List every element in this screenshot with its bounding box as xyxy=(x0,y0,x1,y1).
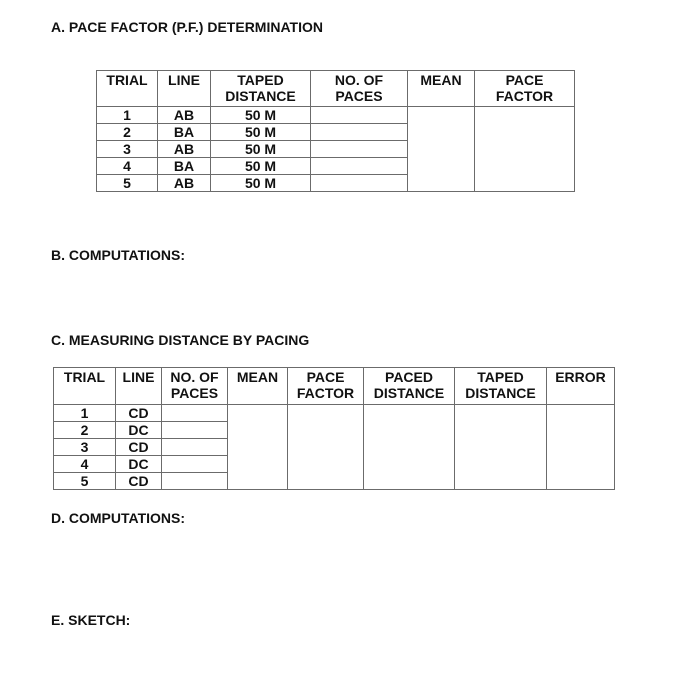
header-pace-factor: PACE FACTOR xyxy=(475,71,575,107)
cell-line: DC xyxy=(116,422,162,439)
table-row xyxy=(97,107,575,124)
header-mean: MEAN xyxy=(228,368,288,405)
cell-pace-factor[interactable] xyxy=(288,405,364,490)
cell-no-of-paces[interactable] xyxy=(162,456,228,473)
pace-factor-table xyxy=(96,70,575,192)
cell-trial: 4 xyxy=(97,158,158,175)
cell-trial: 4 xyxy=(54,456,116,473)
cell-trial: 3 xyxy=(97,141,158,158)
cell-no-of-paces[interactable] xyxy=(311,107,408,124)
cell-line: CD xyxy=(116,405,162,422)
header-line: LINE xyxy=(116,368,162,405)
section-e-heading: E. SKETCH: xyxy=(51,612,131,628)
cell-line: BA xyxy=(158,124,211,141)
cell-trial: 1 xyxy=(54,405,116,422)
header-pace-factor: PACE FACTOR xyxy=(288,368,364,405)
cell-no-of-paces[interactable] xyxy=(162,439,228,456)
cell-no-of-paces[interactable] xyxy=(311,141,408,158)
cell-line: AB xyxy=(158,141,211,158)
cell-paced-distance[interactable] xyxy=(364,405,455,490)
cell-mean[interactable] xyxy=(408,107,475,192)
cell-line: CD xyxy=(116,473,162,490)
header-trial: TRIAL xyxy=(54,368,116,405)
cell-trial: 1 xyxy=(97,107,158,124)
cell-taped-distance: 50 M xyxy=(211,107,311,124)
header-no-of-paces: NO. OF PACES xyxy=(162,368,228,405)
cell-trial: 5 xyxy=(54,473,116,490)
cell-trial: 2 xyxy=(97,124,158,141)
cell-line: AB xyxy=(158,175,211,192)
cell-taped-distance: 50 M xyxy=(211,158,311,175)
header-paced-distance: PACED DISTANCE xyxy=(364,368,455,405)
cell-trial: 3 xyxy=(54,439,116,456)
section-d-heading: D. COMPUTATIONS: xyxy=(51,510,186,526)
header-trial: TRIAL xyxy=(97,71,158,107)
table-header-row xyxy=(54,368,615,405)
cell-taped-distance: 50 M xyxy=(211,124,311,141)
section-c-heading: C. MEASURING DISTANCE BY PACING xyxy=(51,332,310,348)
pacing-distance-table xyxy=(53,367,615,490)
cell-no-of-paces[interactable] xyxy=(162,422,228,439)
cell-line: BA xyxy=(158,158,211,175)
section-a-heading: A. PACE FACTOR (P.F.) DETERMINATION xyxy=(51,19,323,35)
table-row xyxy=(54,405,615,422)
cell-taped-distance: 50 M xyxy=(211,141,311,158)
cell-taped-distance[interactable] xyxy=(455,405,547,490)
cell-no-of-paces[interactable] xyxy=(311,158,408,175)
cell-no-of-paces[interactable] xyxy=(162,405,228,422)
cell-error[interactable] xyxy=(547,405,615,490)
cell-line: AB xyxy=(158,107,211,124)
header-error: ERROR xyxy=(547,368,615,405)
cell-no-of-paces[interactable] xyxy=(162,473,228,490)
table-header-row xyxy=(97,71,575,107)
cell-mean[interactable] xyxy=(228,405,288,490)
cell-taped-distance: 50 M xyxy=(211,175,311,192)
cell-pace-factor[interactable] xyxy=(475,107,575,192)
cell-no-of-paces[interactable] xyxy=(311,175,408,192)
header-taped-distance: TAPED DISTANCE xyxy=(455,368,547,405)
cell-trial: 2 xyxy=(54,422,116,439)
section-b-heading: B. COMPUTATIONS: xyxy=(51,247,186,263)
header-line: LINE xyxy=(158,71,211,107)
header-mean: MEAN xyxy=(408,71,475,107)
header-taped-distance: TAPED DISTANCE xyxy=(211,71,311,107)
cell-trial: 5 xyxy=(97,175,158,192)
cell-line: DC xyxy=(116,456,162,473)
cell-line: CD xyxy=(116,439,162,456)
header-no-of-paces: NO. OF PACES xyxy=(311,71,408,107)
cell-no-of-paces[interactable] xyxy=(311,124,408,141)
